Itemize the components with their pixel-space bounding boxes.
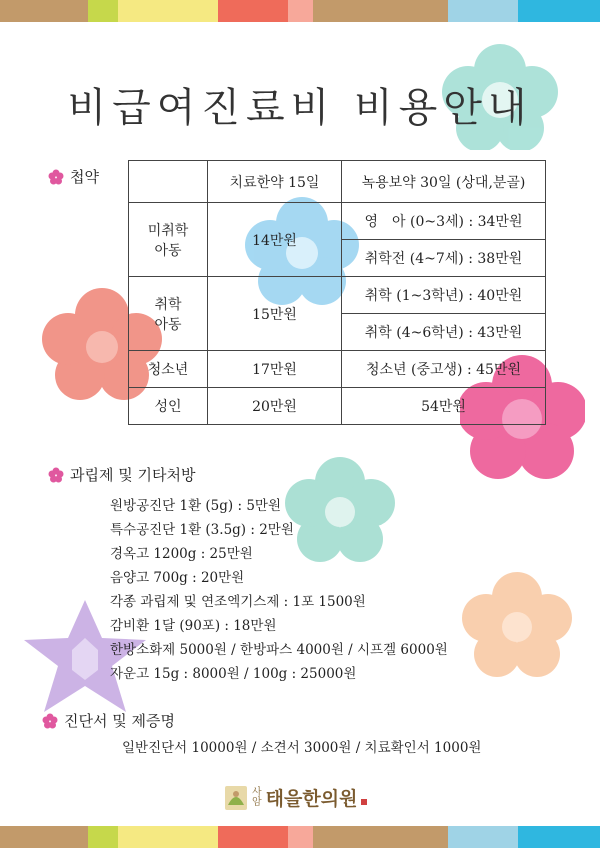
list-item: 경옥고 1200g : 25만원 [110, 546, 253, 562]
price15-cell: 14만원 [208, 203, 342, 277]
page-title: 비급여진료비 비용안내 [67, 85, 533, 131]
group-cell: 취학 아동 [129, 277, 208, 351]
peach-flower-decoration [462, 570, 572, 680]
list-item: 한방소화제 5000원 / 한방파스 4000원 / 시프겔 6000원 [110, 642, 448, 658]
tonic-cell: 취학 (4~6학년) : 43만원 [342, 314, 546, 351]
table-row [129, 351, 546, 388]
pills-price-list [110, 494, 448, 686]
list-item: 특수공진단 1환 (3.5g) : 2만원 [110, 522, 294, 538]
list-item: 각종 과립제 및 연조엑기스제 : 1포 1500원 [110, 594, 366, 610]
tonic-cell: 취학 (1~3학년) : 40만원 [342, 277, 546, 314]
group-cell: 청소년 [129, 351, 208, 388]
table-row [129, 388, 546, 425]
list-item: 음양고 700g : 20만원 [110, 570, 245, 586]
group-cell: 미취학 아동 [129, 203, 208, 277]
header-cell-tonic: 녹용보약 30일 (상대,분골) [342, 161, 546, 203]
table-row [129, 203, 546, 240]
clinic-logo [224, 784, 367, 811]
docs-price-line [122, 736, 481, 760]
section-herbal-heading [48, 166, 99, 187]
table-row [129, 277, 546, 314]
herbal-price-table [128, 160, 546, 425]
clinic-name: 태을한의원 [265, 788, 358, 810]
top-color-stripe [0, 0, 600, 22]
clinic-logo-icon [224, 785, 248, 811]
price15-cell: 20만원 [208, 388, 342, 425]
flower-bullet-icon [42, 713, 58, 729]
group-cell: 성인 [129, 388, 208, 425]
tonic-cell: 54만원 [342, 388, 546, 425]
price15-cell: 15만원 [208, 277, 342, 351]
logo-sub-char: 사 [252, 786, 262, 798]
section-pills-label: 과립제 및 기타처방 [70, 466, 196, 484]
flower-bullet-icon [48, 467, 64, 483]
section-herbal-label: 첩약 [70, 168, 99, 186]
flower-bullet-icon [48, 169, 64, 185]
list-item: 원방공진단 1환 (5g) : 5만원 [110, 498, 281, 514]
list-item: 감비환 1달 (90포) : 18만원 [110, 618, 277, 634]
table-header-row [129, 161, 546, 203]
list-item: 일반진단서 10000원 / 소견서 3000원 / 치료확인서 1000원 [122, 740, 482, 756]
clinic-logo-subtext [252, 788, 262, 808]
tonic-cell: 청소년 (중고생) : 45만원 [342, 351, 546, 388]
section-docs-heading [42, 710, 175, 731]
tonic-cell: 영 아 (0~3세) : 34만원 [342, 203, 546, 240]
header-cell-treatment: 치료한약 15일 [208, 161, 342, 203]
seal-mark [361, 799, 367, 805]
bottom-color-stripe [0, 826, 600, 848]
header-cell-empty [129, 161, 208, 203]
logo-sub-char: 암 [252, 796, 262, 808]
section-pills-heading [48, 464, 195, 485]
section-docs-label: 진단서 및 제증명 [64, 712, 175, 730]
price15-cell: 17만원 [208, 351, 342, 388]
tonic-cell: 취학전 (4~7세) : 38만원 [342, 240, 546, 277]
list-item: 자운고 15g : 8000원 / 100g : 25000원 [110, 666, 357, 682]
